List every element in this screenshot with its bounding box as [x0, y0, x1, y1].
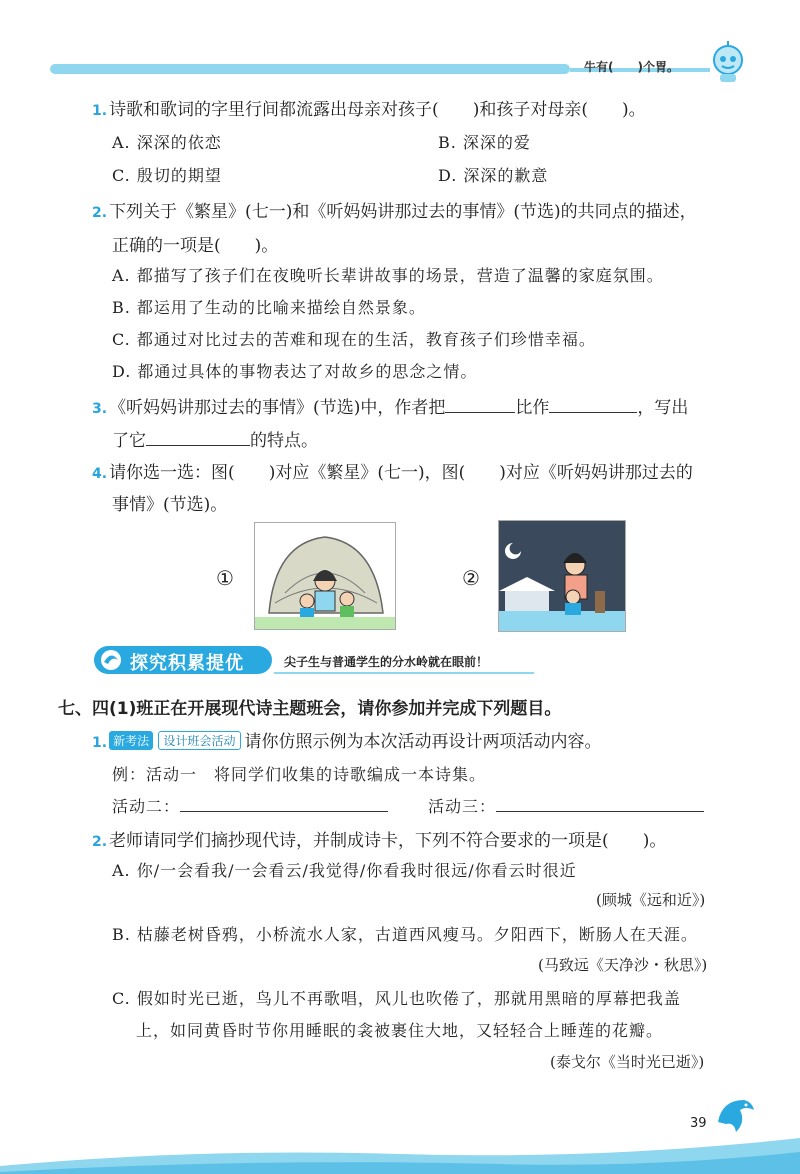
- robot-mascot-icon: [706, 40, 750, 84]
- question-number: 1.: [92, 735, 108, 751]
- banner-underline: [274, 672, 534, 674]
- option-d: D. 都通过具体的事物表达了对故乡的思念之情。: [112, 362, 478, 381]
- section-7-question-1: [92, 727, 602, 752]
- section-7-question-2: [92, 826, 666, 851]
- answer-blank[interactable]: [146, 429, 250, 446]
- footer-wave: [0, 1118, 800, 1174]
- question-4-line2: 事情》(节选)。: [112, 495, 228, 515]
- question-number: 4.: [92, 466, 108, 482]
- example-text: 例：活动一 将同学们收集的诗歌编成一本诗集。: [112, 765, 487, 784]
- option-a: A. 你/一会看我/一会看云/我觉得/你看我时很远/你看云时很近: [112, 861, 577, 880]
- question-1: [92, 95, 646, 120]
- section-7-title: 七、四(1)班正在开展现代诗主题班会，请你参加并完成下列题目。: [58, 699, 562, 719]
- banner-title: 探究积累提优: [130, 653, 244, 674]
- activity-2-input[interactable]: [180, 795, 388, 812]
- option-a: A. 深深的依恋: [112, 133, 222, 152]
- illustration-night-house: [498, 520, 626, 632]
- option-a: A. 都描写了孩子们在夜晚听长辈讲故事的场景，营造了温馨的家庭氛围。: [112, 266, 664, 285]
- option-b: B. 都运用了生动的比喻来描绘自然景象。: [112, 298, 426, 317]
- option-d: D. 深深的歉意: [438, 166, 549, 185]
- header-bar: [50, 64, 570, 74]
- option-c: C. 殷切的期望: [112, 166, 222, 185]
- question-2-line2: 正确的一项是( )。: [112, 236, 279, 256]
- option-b: B. 枯藤老树昏鸦，小桥流水人家，古道西风瘦马。夕阳西下，断肠人在天涯。: [112, 925, 698, 944]
- source-c: (泰戈尔《当时光已逝》): [550, 1053, 705, 1071]
- option-b: B. 深深的爱: [438, 133, 531, 152]
- option-c-line2: 上，如同黄昏时节你用睡眠的衾被裹住大地，又轻轻合上睡莲的花瓣。: [136, 1021, 664, 1040]
- activity-2-row: 活动二：: [112, 794, 388, 817]
- question-number: 3.: [92, 401, 108, 417]
- activity-3-row: 活动三：: [428, 794, 704, 817]
- source-a: (顾城《远和近》): [596, 891, 706, 909]
- header-fact: 牛有( )个胃。: [584, 60, 679, 74]
- source-b: (马致远《天净沙・秋思》): [538, 956, 708, 974]
- answer-blank[interactable]: [445, 396, 515, 413]
- dolphin-icon: [712, 1092, 758, 1138]
- picture-label-1: ①: [216, 566, 234, 590]
- question-text: 请你仿照示例为本次活动再设计两项活动内容。: [244, 732, 602, 752]
- question-2: [92, 197, 697, 222]
- section-banner: [94, 644, 534, 676]
- question-3: 3. 《听妈妈讲那过去的事情》(节选)中，作者把 比作 ，写出: [92, 398, 689, 418]
- swirl-icon: [98, 648, 124, 672]
- question-text: 老师请同学们摘抄现代诗，并制成诗卡，下列不符合要求的一项是( )。: [109, 831, 667, 851]
- question-4: [92, 458, 693, 483]
- question-number: 1.: [92, 103, 108, 119]
- new-method-tag: 新考法: [109, 731, 153, 750]
- question-3-line2: 了它 的特点。: [112, 431, 318, 451]
- page-number: 39: [690, 1116, 707, 1131]
- question-text: 请你选一选：图( )对应《繁星》(七一)，图( )对应《听妈妈讲那过去的: [109, 463, 693, 483]
- question-number: 2.: [92, 834, 108, 850]
- activity-3-input[interactable]: [496, 795, 704, 812]
- question-number: 2.: [92, 205, 108, 221]
- question-text: 诗歌和歌词的字里行间都流露出母亲对孩子( )和孩子对母亲( )。: [109, 100, 646, 120]
- banner-subtitle: 尖子生与普通学生的分水岭就在眼前！: [284, 655, 489, 669]
- option-c: C. 假如时光已逝，鸟儿不再歌唱，风儿也吹倦了，那就用黑暗的厚幕把我盖: [112, 989, 681, 1008]
- topic-tag: 设计班会活动: [158, 731, 240, 750]
- question-text: 下列关于《繁星》(七一)和《听妈妈讲那过去的事情》(节选)的共同点的描述，: [109, 202, 697, 222]
- option-c: C. 都通过对比过去的苦难和现在的生活，教育孩子们珍惜幸福。: [112, 330, 596, 349]
- answer-blank[interactable]: [549, 396, 637, 413]
- picture-label-2: ②: [462, 566, 480, 590]
- illustration-haystack: [254, 522, 396, 630]
